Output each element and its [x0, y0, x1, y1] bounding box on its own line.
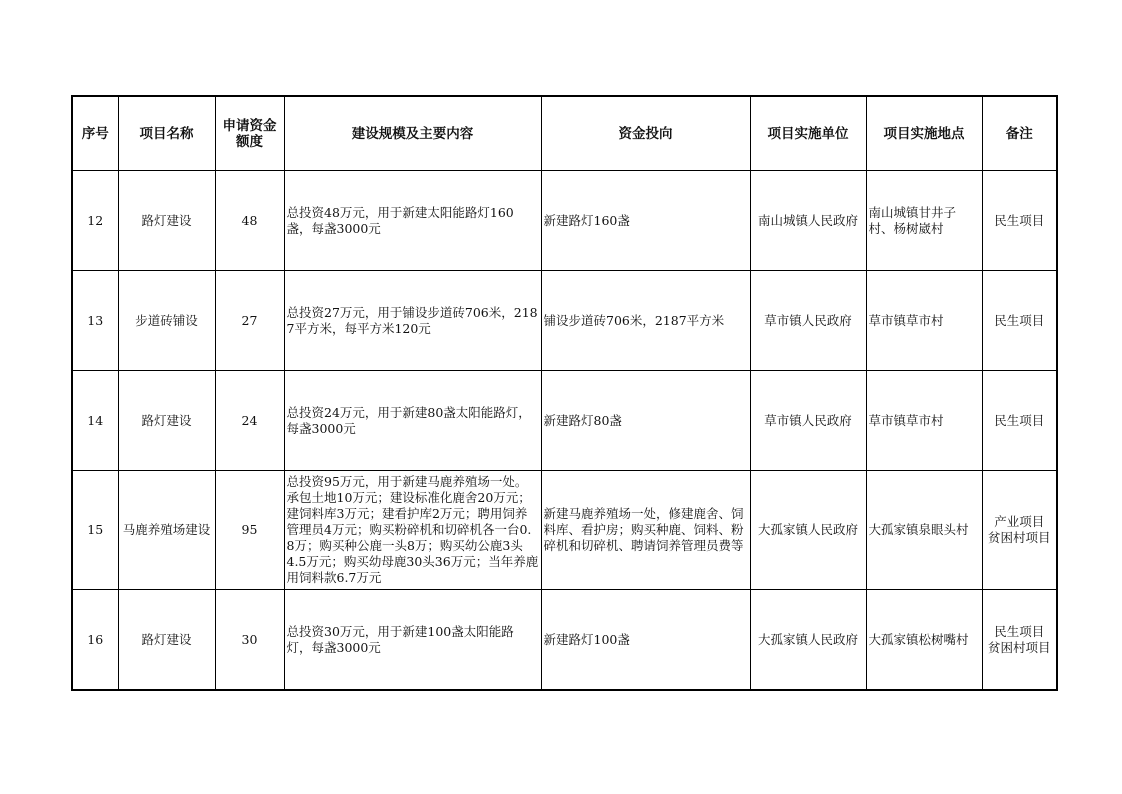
header-direction: 资金投向	[541, 96, 750, 171]
header-location: 项目实施地点	[866, 96, 982, 171]
cell-amount: 24	[215, 371, 284, 471]
cell-name: 路灯建设	[118, 171, 215, 271]
cell-amount: 95	[215, 471, 284, 590]
project-table-container	[71, 95, 1058, 691]
header-remark: 备注	[982, 96, 1057, 171]
cell-location: 南山城镇甘井子村、杨树崴村	[866, 171, 982, 271]
cell-location: 大孤家镇松树嘴村	[866, 590, 982, 691]
header-amount: 申请资金额度	[215, 96, 284, 171]
cell-location: 草市镇草市村	[866, 271, 982, 371]
cell-scope: 总投资30万元，用于新建100盏太阳能路灯，每盏3000元	[284, 590, 541, 691]
header-seq: 序号	[72, 96, 118, 171]
table-row	[72, 471, 1057, 590]
cell-remark: 民生项目	[982, 171, 1057, 271]
cell-remark: 产业项目 贫困村项目	[982, 471, 1057, 590]
cell-direction: 新建马鹿养殖场一处，修建鹿舍、饲料库、看护房；购买种鹿、饲料、粉碎机和切碎机、聘请饲养管理员费等	[541, 471, 750, 590]
cell-scope: 总投资48万元，用于新建太阳能路灯160盏，每盏3000元	[284, 171, 541, 271]
table-row	[72, 171, 1057, 271]
table-row	[72, 271, 1057, 371]
cell-name: 步道砖铺设	[118, 271, 215, 371]
project-table	[71, 95, 1058, 691]
header-row	[72, 96, 1057, 171]
table-row	[72, 371, 1057, 471]
cell-unit: 大孤家镇人民政府	[750, 590, 866, 691]
cell-unit: 南山城镇人民政府	[750, 171, 866, 271]
cell-direction: 新建路灯100盏	[541, 590, 750, 691]
cell-seq: 12	[72, 171, 118, 271]
cell-location: 大孤家镇泉眼头村	[866, 471, 982, 590]
table-row	[72, 590, 1057, 691]
cell-remark: 民生项目	[982, 371, 1057, 471]
cell-scope: 总投资95万元，用于新建马鹿养殖场一处。承包土地10万元；建设标准化鹿舍20万元；建饲料库3万元；建看护库2万元；聘用饲养管理员4万元；购买粉碎机和切碎机各一台0.8万；购买种公鹿一头8万；购买幼公鹿3头 4.5万元；购买幼母鹿30头36万元；当年养鹿用饲料款6.7万元	[284, 471, 541, 590]
cell-remark: 民生项目	[982, 271, 1057, 371]
cell-remark: 民生项目 贫困村项目	[982, 590, 1057, 691]
cell-name: 马鹿养殖场建设	[118, 471, 215, 590]
cell-location: 草市镇草市村	[866, 371, 982, 471]
cell-seq: 16	[72, 590, 118, 691]
cell-unit: 草市镇人民政府	[750, 371, 866, 471]
cell-amount: 48	[215, 171, 284, 271]
cell-seq: 13	[72, 271, 118, 371]
cell-amount: 27	[215, 271, 284, 371]
cell-seq: 15	[72, 471, 118, 590]
header-name: 项目名称	[118, 96, 215, 171]
cell-direction: 新建路灯160盏	[541, 171, 750, 271]
cell-unit: 草市镇人民政府	[750, 271, 866, 371]
cell-name: 路灯建设	[118, 371, 215, 471]
cell-name: 路灯建设	[118, 590, 215, 691]
cell-scope: 总投资24万元，用于新建80盏太阳能路灯，每盏3000元	[284, 371, 541, 471]
cell-amount: 30	[215, 590, 284, 691]
cell-seq: 14	[72, 371, 118, 471]
cell-direction: 新建路灯80盏	[541, 371, 750, 471]
header-unit: 项目实施单位	[750, 96, 866, 171]
header-scope: 建设规模及主要内容	[284, 96, 541, 171]
cell-unit: 大孤家镇人民政府	[750, 471, 866, 590]
cell-direction: 铺设步道砖706米，2187平方米	[541, 271, 750, 371]
cell-scope: 总投资27万元，用于铺设步道砖706米，2187平方米，每平方米120元	[284, 271, 541, 371]
